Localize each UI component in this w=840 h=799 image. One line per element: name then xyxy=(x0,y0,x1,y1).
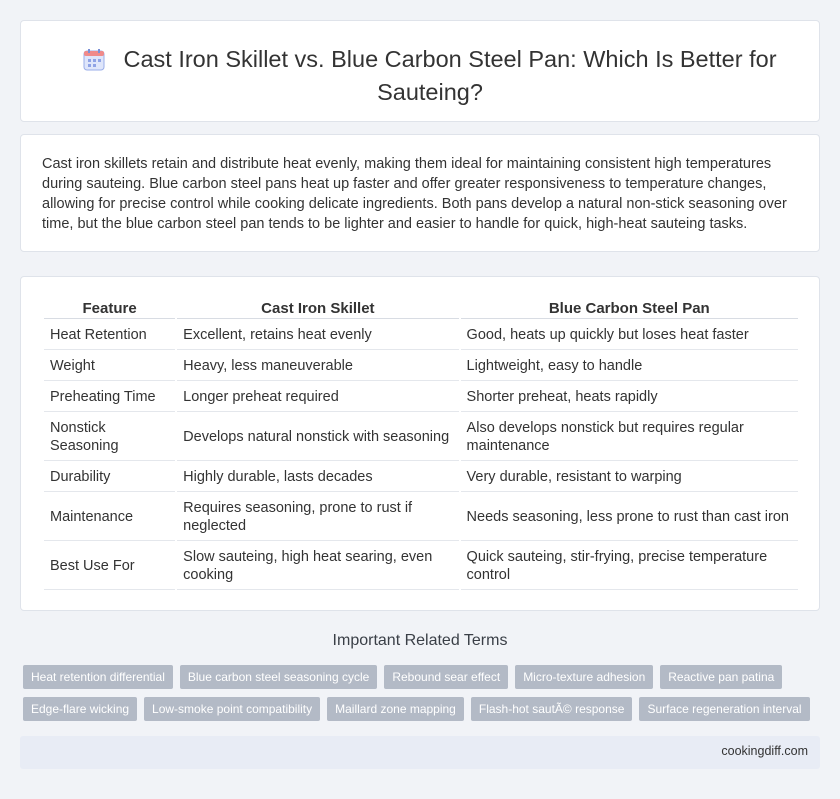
title-card xyxy=(20,20,820,122)
related-tag[interactable]: Maillard zone mapping xyxy=(327,697,464,721)
cell-feature: Weight xyxy=(44,352,175,381)
cell-carbon-steel: Also develops nonstick but requires regular maintenance xyxy=(461,414,798,461)
related-tags-row-2 xyxy=(23,697,810,721)
header-feature: Feature xyxy=(44,298,175,319)
page-title-wrap xyxy=(81,45,779,107)
cell-carbon-steel: Good, heats up quickly but loses heat faster xyxy=(461,321,798,350)
cell-carbon-steel: Very durable, resistant to warping xyxy=(461,463,798,492)
comparison-table xyxy=(42,296,800,592)
header-cast-iron: Cast Iron Skillet xyxy=(177,298,458,319)
table-row xyxy=(44,543,798,590)
table-header-row xyxy=(44,298,798,319)
page-title: Cast Iron Skillet vs. Blue Carbon Steel Pan: Which Is Better for Sauteing? xyxy=(123,46,777,105)
table-row xyxy=(44,494,798,541)
cell-feature: Nonstick Seasoning xyxy=(44,414,175,461)
related-tags-row-1 xyxy=(23,665,782,689)
cell-feature: Durability xyxy=(44,463,175,492)
calendar-icon xyxy=(83,49,105,78)
cell-feature: Heat Retention xyxy=(44,321,175,350)
footer xyxy=(20,736,820,769)
related-tag[interactable]: Reactive pan patina xyxy=(660,665,782,689)
related-tag[interactable]: Edge-flare wicking xyxy=(23,697,137,721)
related-tag[interactable]: Rebound sear effect xyxy=(384,665,508,689)
cell-cast-iron: Longer preheat required xyxy=(177,383,458,412)
cell-carbon-steel: Lightweight, easy to handle xyxy=(461,352,798,381)
intro-paragraph: Cast iron skillets retain and distribute heat evenly, making them ideal for maintaining consistent high temperatures during sauteing. Blue carbon steel pans heat up faster and offer greater responsiveness to temperature changes, allowing for precise control while cooking delicate ingredients. Both pans develop a natural non-stick seasoning over time, but the blue carbon steel pan tends to be lighter and easier to handle for quick, high-heat sauteing tasks. xyxy=(42,156,787,232)
related-tag[interactable]: Surface regeneration interval xyxy=(639,697,809,721)
cell-cast-iron: Develops natural nonstick with seasoning xyxy=(177,414,458,461)
cell-cast-iron: Heavy, less maneuverable xyxy=(177,352,458,381)
cell-feature: Best Use For xyxy=(44,543,175,590)
related-tag[interactable]: Flash-hot sautÃ© response xyxy=(471,697,633,721)
cell-cast-iron: Slow sauteing, high heat searing, even cooking xyxy=(177,543,458,590)
cell-carbon-steel: Shorter preheat, heats rapidly xyxy=(461,383,798,412)
related-tag[interactable]: Low-smoke point compatibility xyxy=(144,697,320,721)
related-terms-title: Important Related Terms xyxy=(332,632,508,649)
cell-feature: Preheating Time xyxy=(44,383,175,412)
table-row xyxy=(44,463,798,492)
related-tag[interactable]: Blue carbon steel seasoning cycle xyxy=(180,665,377,689)
table-row xyxy=(44,352,798,381)
header-carbon-steel: Blue Carbon Steel Pan xyxy=(461,298,798,319)
related-tag[interactable]: Heat retention differential xyxy=(23,665,173,689)
cell-cast-iron: Excellent, retains heat evenly xyxy=(177,321,458,350)
footer-site-link[interactable]: cookingdiff.com xyxy=(721,744,808,758)
comparison-card xyxy=(20,276,820,611)
table-row xyxy=(44,414,798,461)
cell-feature: Maintenance xyxy=(44,494,175,541)
table-row xyxy=(44,383,798,412)
cell-carbon-steel: Quick sauteing, stir-frying, precise temperature control xyxy=(461,543,798,590)
cell-cast-iron: Highly durable, lasts decades xyxy=(177,463,458,492)
cell-cast-iron: Requires seasoning, prone to rust if neglected xyxy=(177,494,458,541)
cell-carbon-steel: Needs seasoning, less prone to rust than cast iron xyxy=(461,494,798,541)
related-tag[interactable]: Micro-texture adhesion xyxy=(515,665,653,689)
intro-card xyxy=(20,134,820,252)
table-row xyxy=(44,321,798,350)
